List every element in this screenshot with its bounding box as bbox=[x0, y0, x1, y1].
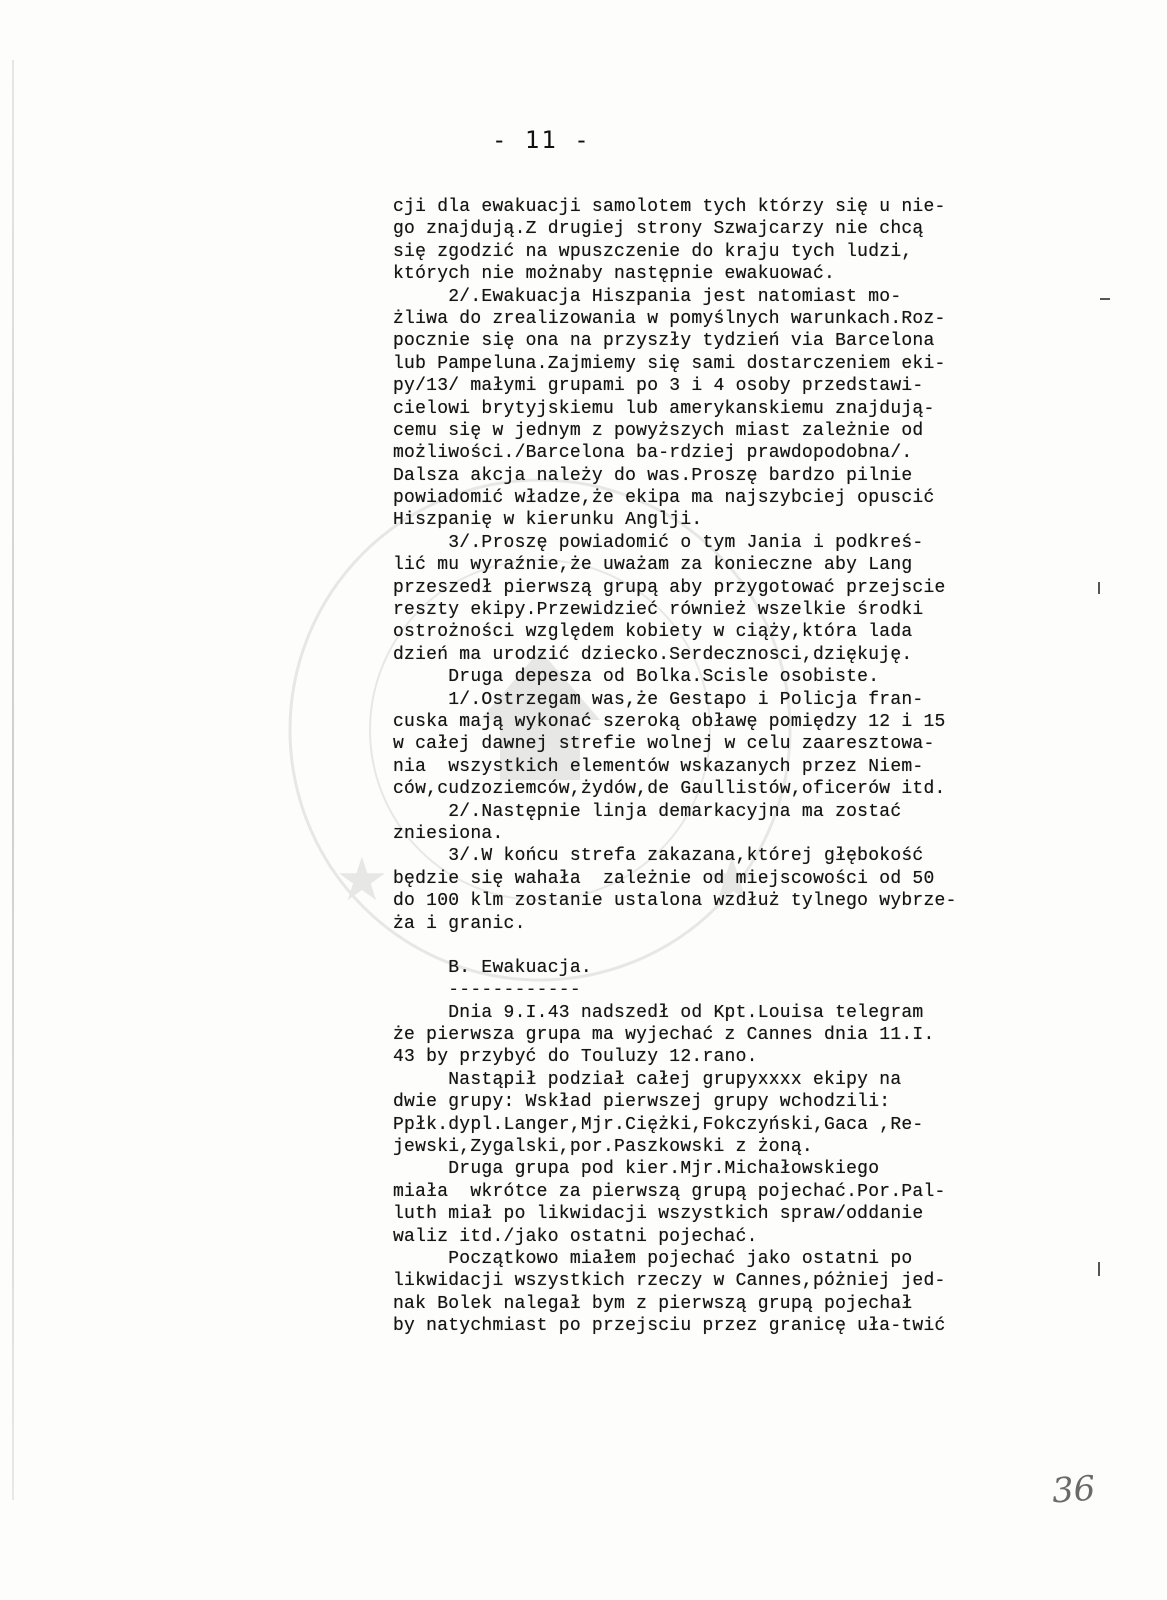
section-gap bbox=[393, 935, 1113, 957]
text-line: 3/.W końcu strefa zakazana,której głębokość bbox=[393, 846, 924, 867]
text-line: których nie możnaby następnie ewakuować. bbox=[393, 264, 836, 285]
text-line: jewski,Zygalski,por.Paszkowski z żoną. bbox=[393, 1137, 813, 1158]
text-line: zniesiona. bbox=[393, 823, 504, 844]
margin-mark bbox=[1098, 582, 1100, 594]
text-line: żliwa do zrealizowania w pomyślnych warunkach.Roz- bbox=[393, 308, 946, 329]
svg-text:★: ★ bbox=[705, 845, 759, 915]
text-line: 2/.Ewakuacja Hiszpania jest natomiast mo- bbox=[393, 286, 902, 307]
text-line: lub Pampeluna.Zajmiemy się sami dostarczeniem eki- bbox=[393, 353, 946, 374]
text-line: Dnia 9.I.43 nadszedł od Kpt.Louisa telegram bbox=[393, 1002, 924, 1023]
text-line: cielowi brytyjskiemu lub amerykanskiemu znajdują- bbox=[393, 398, 935, 419]
text-line: pocznie się ona na przyszły tydzień via Barcelona bbox=[393, 331, 935, 352]
text-line: dwie grupy: Wskład pierwszej grupy wchodzili: bbox=[393, 1092, 891, 1113]
text-line: nia wszystkich elementów wskazanych przez Niem- bbox=[393, 756, 924, 777]
paragraph-block-1 bbox=[393, 196, 1113, 935]
text-line: 3/.Proszę powiadomić o tym Jania i podkreś- bbox=[393, 532, 924, 553]
text-line: Hiszpanię w kierunku Anglji. bbox=[393, 510, 703, 531]
paragraph-block-2 bbox=[393, 1002, 1113, 1338]
text-line: Ppłk.dypl.Langer,Mjr.Ciężki,Fokczyński,Gaca ,Re- bbox=[393, 1114, 924, 1135]
text-line: likwidacji wszystkich rzeczy w Cannes,póżniej jed- bbox=[393, 1271, 946, 1292]
text-line: że pierwsza grupa ma wyjechać z Cannes dnia 11.I. bbox=[393, 1025, 935, 1046]
text-line: reszty ekipy.Przewidzieć również wszelkie środki bbox=[393, 600, 924, 621]
text-line: do 100 klm zostanie ustalona wzdłuż tylnego wybrze- bbox=[393, 891, 957, 912]
text-line: cji dla ewakuacji samolotem tych którzy się u nie- bbox=[393, 197, 946, 217]
text-line: 2/.Następnie linja demarkacyjna ma zostać bbox=[393, 801, 902, 822]
text-line: będzie się wahała zależnie od miejscowości od 50 bbox=[393, 868, 935, 889]
section-heading-underline: ------------ bbox=[393, 980, 581, 1001]
text-line: ża i granic. bbox=[393, 913, 526, 934]
text-line: miała wkrótce za pierwszą grupą pojechać.Por.Pal- bbox=[393, 1181, 946, 1202]
text-line: py/13/ małymi grupami po 3 i 4 osoby przedstawi- bbox=[393, 376, 924, 397]
text-line: 1/.Ostrzegam was,że Gestapo i Policja fran- bbox=[393, 689, 924, 710]
text-line: możliwości./Barcelona ba-rdziej prawdopodobna/. bbox=[393, 443, 913, 464]
text-line: ostrożności względem kobiety w ciąży,która lada bbox=[393, 622, 913, 643]
text-line: luth miał po likwidacji wszystkich spraw/oddanie bbox=[393, 1204, 924, 1225]
margin-mark bbox=[1098, 1262, 1100, 1276]
margin-mark bbox=[1100, 298, 1110, 300]
text-line: dzień ma urodzić dziecko.Serdecznosci,dziękuję. bbox=[393, 644, 913, 665]
text-line: Dalsza akcja należy do was.Proszę bardzo pilnie bbox=[393, 465, 913, 486]
text-line: Nastąpił podział całej grupyxxxx ekipy na bbox=[393, 1069, 902, 1090]
text-line: cemu się w jednym z powyższych miast zależnie od bbox=[393, 420, 924, 441]
page-number: - 11 - bbox=[492, 126, 591, 154]
text-line: nak Bolek nalegał bym z pierwszą grupą pojechał bbox=[393, 1293, 913, 1314]
text-line: cuska mają wykonać szeroką obławę pomiędzy 12 i 15 bbox=[393, 711, 946, 732]
text-line: by natychmiast po przejsciu przez granicę uła-twić bbox=[393, 1316, 946, 1337]
section-heading: B. Ewakuacja. bbox=[393, 957, 592, 978]
text-line: go znajdują.Z drugiej strony Szwajcarzy nie chcą bbox=[393, 219, 924, 240]
text-line: przeszedł pierwszą grupą aby przygotować przejscie bbox=[393, 577, 946, 598]
text-line: Druga grupa pod kier.Mjr.Michałowskiego bbox=[393, 1159, 880, 1180]
text-line: Początkowo miałem pojechać jako ostatni po bbox=[393, 1248, 913, 1269]
page-edge-shadow bbox=[12, 60, 14, 1500]
text-line: w całej dawnej strefie wolnej w celu zaaresztowa- bbox=[393, 734, 935, 755]
text-line: waliz itd./jako ostatni pojechać. bbox=[393, 1226, 758, 1247]
text-line: się zgodzić na wpuszczenie do kraju tych ludzi, bbox=[393, 241, 913, 262]
svg-text:★: ★ bbox=[335, 845, 389, 915]
text-line: Druga depesza od Bolka.Scisle osobiste. bbox=[393, 667, 880, 688]
handwritten-page-number: 36 bbox=[1050, 1468, 1097, 1512]
text-line: powiadomić władze,że ekipa ma najszybciej opuscić bbox=[393, 488, 935, 509]
typed-letter-body bbox=[393, 196, 1113, 1338]
text-line: lić mu wyraźnie,że uważam za konieczne aby Lang bbox=[393, 555, 913, 576]
text-line: ców,cudzoziemców,żydów,de Gaullistów,oficerów itd. bbox=[393, 779, 946, 800]
text-line: 43 by przybyć do Touluzy 12.rano. bbox=[393, 1047, 758, 1068]
